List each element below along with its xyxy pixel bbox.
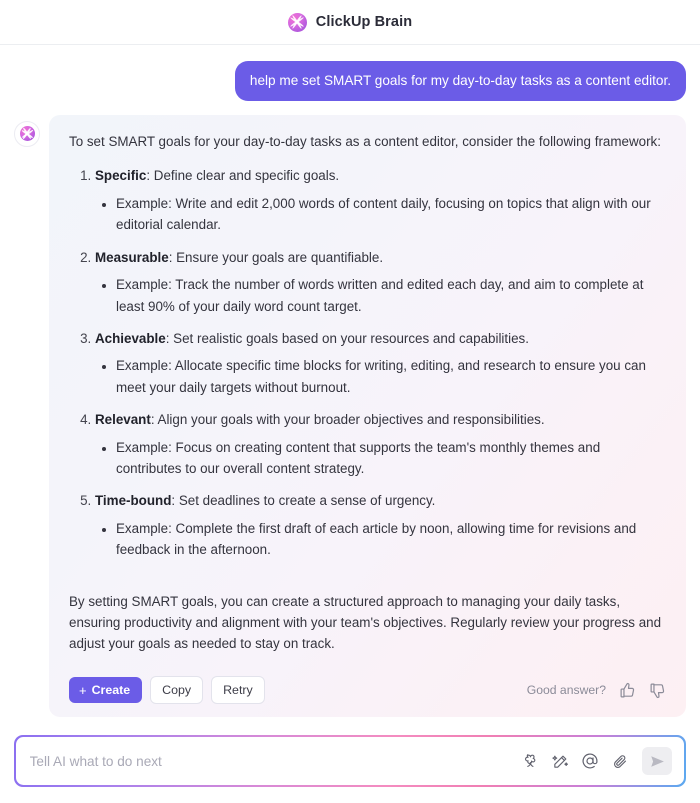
retry-button[interactable]: Retry xyxy=(211,676,265,704)
attachment-paperclip-icon[interactable] xyxy=(611,752,629,770)
list-item-description: : Ensure your goals are quantifiable. xyxy=(168,249,384,265)
list-item-description: : Define clear and specific goals. xyxy=(146,168,340,184)
example-list xyxy=(95,437,666,479)
list-item xyxy=(95,410,666,479)
example-list xyxy=(95,518,666,560)
list-item-term: Achievable xyxy=(95,330,166,346)
user-message-row xyxy=(14,59,686,115)
example-list xyxy=(95,355,666,397)
composer-icon-group xyxy=(521,747,672,775)
example-item: • Example: Write and edit 2,000 words of content daily, focusing on topics that align with our editorial calendar. xyxy=(116,193,666,235)
assistant-outro-text: By setting SMART goals, you can create a structured approach to managing your daily tasks, ensuring productivity and alignment with your team's objectives. Regularly review your progress and adjust your goals as needed to stay on track. xyxy=(69,594,662,651)
thumbs-down-icon[interactable] xyxy=(649,682,666,699)
page-title: ClickUp Brain xyxy=(315,14,413,30)
create-button[interactable] xyxy=(69,677,142,703)
list-item-description: : Set realistic goals based on your resources and capabilities. xyxy=(165,330,529,346)
list-item xyxy=(95,166,666,235)
avatar xyxy=(14,121,40,147)
message-feedback-group xyxy=(527,682,666,699)
list-item-description: : Align your goals with your broader objectives and responsibilities. xyxy=(150,411,545,427)
mention-at-icon[interactable] xyxy=(581,752,599,770)
example-item: • Example: Track the number of words written and edited each day, and aim to complete at least 90% of your daily word count target. xyxy=(116,274,666,316)
user-message-bubble: help me set SMART goals for my day-to-day tasks as a content editor. xyxy=(235,61,686,101)
example-item: • Example: Complete the first draft of each article by noon, allowing time for revisions and feedback in the afternoon. xyxy=(116,518,666,560)
example-list xyxy=(95,274,666,316)
list-item-term: Specific xyxy=(95,168,147,184)
plus-icon: + xyxy=(79,682,87,698)
composer-gradient-border xyxy=(14,735,686,787)
thumbs-up-icon[interactable] xyxy=(619,682,636,699)
composer-inner xyxy=(16,737,685,786)
copy-button[interactable]: Copy xyxy=(150,676,203,704)
list-item xyxy=(95,329,666,398)
list-item-term: Time-bound xyxy=(95,492,172,508)
send-icon[interactable] xyxy=(642,747,672,775)
brain-swirl-icon xyxy=(288,13,307,32)
brain-swirl-icon xyxy=(20,126,35,141)
create-button-label: Create xyxy=(91,683,131,698)
message-actions-left xyxy=(69,676,265,704)
list-item xyxy=(95,491,666,560)
assistant-intro-text: To set SMART goals for your day-to-day tasks as a content editor, consider the following framework: xyxy=(69,133,661,149)
assistant-message-card xyxy=(49,115,686,718)
example-list xyxy=(95,193,666,235)
assistant-message-row xyxy=(14,115,686,718)
list-item xyxy=(95,248,666,317)
brain-icon[interactable] xyxy=(521,752,539,770)
magic-wand-icon[interactable] xyxy=(551,752,569,770)
conversation-area xyxy=(0,45,700,721)
app-header xyxy=(0,0,700,45)
chat-input[interactable] xyxy=(30,754,522,769)
smart-goals-list xyxy=(69,166,666,572)
feedback-prompt-label: Good answer? xyxy=(526,683,606,698)
list-item-term: Measurable xyxy=(95,249,169,265)
example-item: • Example: Focus on creating content that supports the team's monthly themes and contributes to our overall content strategy. xyxy=(116,437,666,479)
message-actions-row xyxy=(69,654,666,704)
list-item-description: : Set deadlines to create a sense of urgency. xyxy=(171,492,436,508)
list-item-term: Relevant xyxy=(95,411,151,427)
composer-container xyxy=(0,721,700,803)
example-item: • Example: Allocate specific time blocks for writing, editing, and research to ensure you can meet your daily targets without burnout. xyxy=(116,355,666,397)
